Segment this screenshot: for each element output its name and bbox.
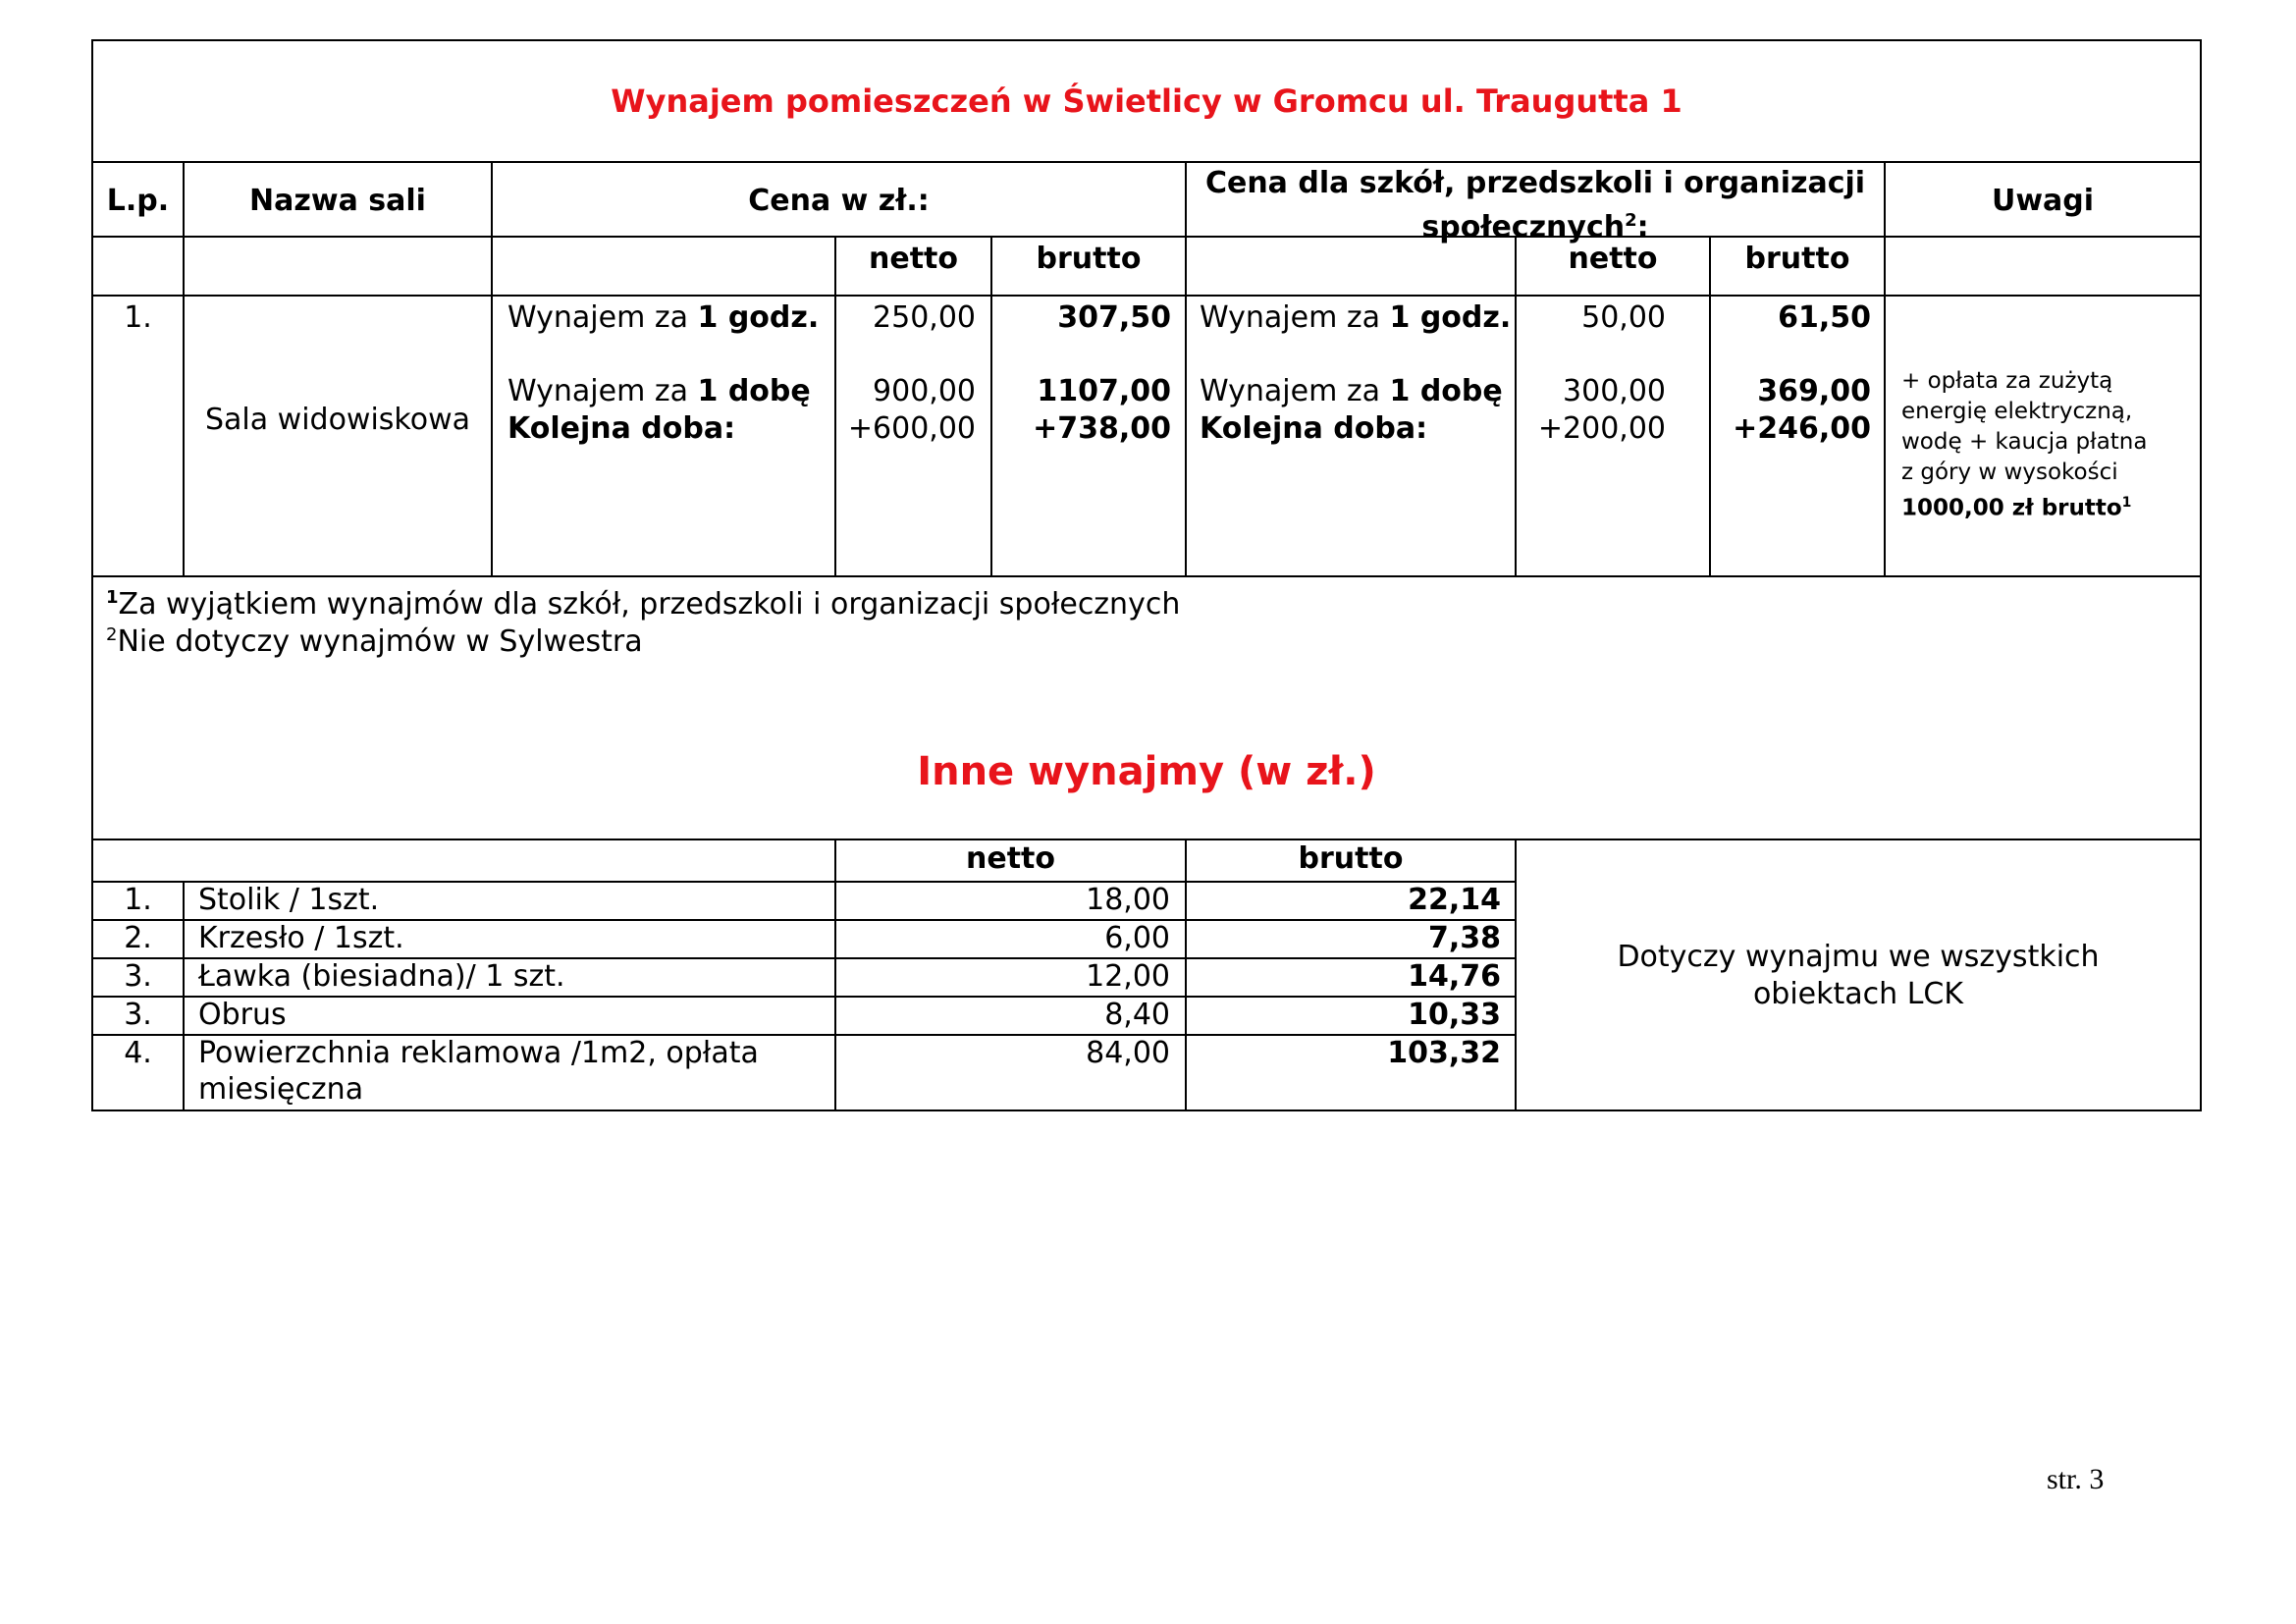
school-rent-hour-unit: 1 godz. — [1389, 300, 1512, 335]
room-name: Sala widowiskowa — [204, 403, 471, 437]
netto-hour: 250,00 — [873, 300, 976, 335]
other-row-name-line2: miesięczna — [198, 1072, 364, 1107]
other-row-netto: 8,40 — [1104, 998, 1170, 1032]
rent-hour-prefix: Wynajem za — [507, 300, 698, 335]
remarks-line-3: wodę + kaucja płatna — [1901, 429, 2148, 455]
remarks-line-4: z góry w wysokości — [1901, 460, 2118, 485]
school-rent-hour-prefix: Wynajem za — [1200, 300, 1390, 335]
other-row-brutto: 10,33 — [1408, 998, 1501, 1032]
section-title: Inne wynajmy (w zł.) — [917, 749, 1376, 794]
netto-next: +600,00 — [847, 411, 976, 446]
rent-day-prefix: Wynajem za — [507, 374, 698, 408]
school-brutto-next: +246,00 — [1733, 411, 1871, 446]
school-netto-hour: 50,00 — [1581, 300, 1666, 335]
footnote-1-marker: 1 — [106, 587, 119, 608]
school-netto-day: 300,00 — [1563, 374, 1666, 408]
header-nazwa: Nazwa sali — [249, 184, 426, 218]
other-row-lp: 3. — [124, 998, 152, 1032]
footnote-2 — [106, 617, 643, 661]
school-rent-day-unit: 1 dobę — [1389, 374, 1503, 408]
other-note-line2: obiektach LCK — [1752, 977, 1964, 1011]
rent-day-unit: 1 dobę — [697, 374, 811, 408]
header-cena-szkoly — [1187, 165, 1884, 246]
footnote-1-text: Za wyjątkiem wynajmów dla szkół, przedszkoli i organizacji społecznych — [118, 587, 1181, 622]
remarks-deposit-amount: 1000,00 zł brutto — [1901, 495, 2122, 521]
header-cena: Cena w zł.: — [748, 184, 930, 218]
header-lp: L.p. — [106, 184, 170, 218]
other-row-name: Stolik / 1szt. — [198, 883, 380, 917]
brutto-day: 1107,00 — [1037, 374, 1171, 408]
school-rent-day-label — [1200, 373, 1503, 410]
other-row-netto: 12,00 — [1086, 959, 1170, 994]
school-brutto-day: 369,00 — [1757, 374, 1871, 408]
footnote-2-text: Nie dotyczy wynajmów w Sylwestra — [117, 624, 643, 659]
other-header-netto: netto — [966, 841, 1055, 876]
rent-hour-unit: 1 godz. — [697, 300, 820, 335]
header-colon: : — [1636, 210, 1649, 244]
other-row-lp: 1. — [124, 883, 152, 917]
other-row-brutto: 7,38 — [1427, 921, 1501, 955]
other-row-lp: 4. — [124, 1036, 152, 1070]
page-title: Wynajem pomieszczeń w Świetlicy w Gromcu ul. Traugutta 1 — [611, 82, 1682, 120]
other-row-netto: 18,00 — [1086, 883, 1170, 917]
footnote-2-marker: 2 — [106, 624, 118, 645]
header-netto-2: netto — [1568, 242, 1658, 276]
other-note-line1: Dotyczy wynajmu we wszystkich — [1617, 940, 2100, 974]
school-rent-hour-label — [1200, 299, 1511, 337]
school-next-day-label: Kolejna doba: — [1200, 411, 1428, 446]
other-row-brutto: 103,32 — [1387, 1036, 1501, 1070]
header-uwagi: Uwagi — [1991, 184, 2095, 218]
school-netto-next: +200,00 — [1537, 411, 1666, 446]
school-rent-day-prefix: Wynajem za — [1200, 374, 1390, 408]
header-cena-szkoly-line2: społecznych — [1421, 210, 1626, 244]
header-brutto-2: brutto — [1744, 242, 1850, 276]
other-row-name: Krzesło / 1szt. — [198, 921, 404, 955]
next-day-label: Kolejna doba: — [507, 411, 736, 446]
other-row-netto: 6,00 — [1104, 921, 1170, 955]
rent-hour-label — [507, 299, 819, 337]
school-brutto-hour: 61,50 — [1778, 300, 1871, 335]
remarks-line-2: energię elektryczną, — [1901, 399, 2133, 424]
other-row-brutto: 22,14 — [1408, 883, 1501, 917]
footnote-ref-2: 2 — [1625, 210, 1637, 231]
other-header-brutto: brutto — [1298, 841, 1404, 876]
header-cena-szkoly-line1: Cena dla szkół, przedszkoli i organizacji — [1204, 166, 1866, 200]
other-row-lp: 2. — [124, 921, 152, 955]
other-row-name: Powierzchnia reklamowa /1m2, opłata — [198, 1036, 759, 1070]
rent-day-label — [507, 373, 811, 410]
other-row-brutto: 14,76 — [1408, 959, 1501, 994]
other-row-name: Ławka (biesiadna)/ 1 szt. — [198, 959, 565, 994]
remarks-deposit — [1901, 488, 2131, 524]
footnote-ref-1: 1 — [2121, 495, 2132, 511]
other-row-lp: 3. — [124, 959, 152, 994]
header-netto-1: netto — [869, 242, 958, 276]
page-number: str. 3 — [2047, 1463, 2105, 1495]
netto-day: 900,00 — [873, 374, 976, 408]
other-row-name: Obrus — [198, 998, 287, 1032]
remarks-line-1: + opłata za zużytą — [1901, 368, 2113, 394]
brutto-next: +738,00 — [1033, 411, 1171, 446]
row-lp: 1. — [124, 300, 152, 335]
other-note — [1517, 939, 2200, 1013]
brutto-hour: 307,50 — [1057, 300, 1171, 335]
other-row-netto: 84,00 — [1086, 1036, 1170, 1070]
header-brutto-1: brutto — [1036, 242, 1142, 276]
